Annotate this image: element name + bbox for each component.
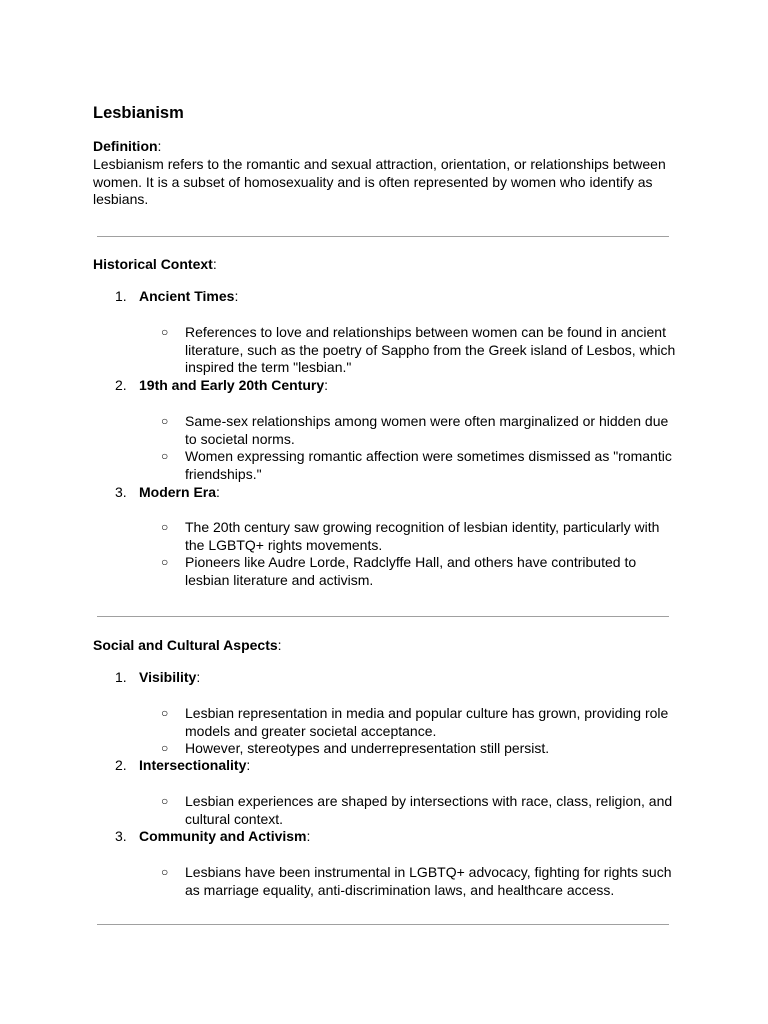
bullet-circle-icon: ○ <box>161 706 169 720</box>
bullet-item <box>161 554 676 589</box>
list-item-colon: : <box>234 288 239 304</box>
section-heading-social-cultural <box>93 637 282 655</box>
bullet-circle-icon: ○ <box>161 794 169 808</box>
list-number: 1. <box>115 669 127 685</box>
bullet-text: References to love and relationships between women can be found in ancient literature, such as the poetry of Sappho from the Greek island of Lesbos, which inspired the term "lesbian." <box>185 324 676 376</box>
bullet-item <box>161 413 676 448</box>
list-item-ancient-times <box>115 288 695 306</box>
divider <box>97 236 669 237</box>
bullet-text: Pioneers like Audre Lorde, Radclyffe Hall, and others have contributed to lesbian literature and activism. <box>185 554 637 588</box>
section-heading-colon: : <box>277 637 282 653</box>
bullet-item <box>161 324 676 377</box>
list-item-intersectionality <box>115 757 695 775</box>
bullet-circle-icon: ○ <box>161 741 169 755</box>
list-item-label: Intersectionality <box>139 757 247 773</box>
list-item-label: Ancient Times <box>139 288 235 304</box>
bullet-item <box>161 705 676 740</box>
bullet-circle-icon: ○ <box>161 865 169 879</box>
bullet-text: The 20th century saw growing recognition of lesbian identity, particularly with the LGBTQ+ rights movements. <box>185 519 660 553</box>
definition-heading <box>93 138 161 156</box>
list-number: 2. <box>115 757 127 773</box>
list-item-label: Modern Era <box>139 484 217 500</box>
bullet-item <box>161 793 676 828</box>
list-item-colon: : <box>196 669 201 685</box>
definition-colon: : <box>157 138 162 154</box>
bullet-text: Lesbian experiences are shaped by intersections with race, class, religion, and cultural context. <box>185 793 673 827</box>
bullet-circle-icon: ○ <box>161 325 169 339</box>
list-number: 2. <box>115 377 127 393</box>
bullet-text: Lesbian representation in media and popular culture has grown, providing role models and greater societal acceptance. <box>185 705 669 739</box>
divider <box>97 616 669 617</box>
bullet-circle-icon: ○ <box>161 520 169 534</box>
section-heading-colon: : <box>212 256 217 272</box>
bullet-item <box>161 864 676 899</box>
list-item-visibility <box>115 669 695 687</box>
list-item-colon: : <box>306 828 311 844</box>
list-item-modern-era <box>115 484 695 502</box>
list-item-community-activism <box>115 828 695 846</box>
definition-label: Definition <box>93 138 158 154</box>
definition-text: Lesbianism refers to the romantic and sexual attraction, orientation, or relationships between women. It is a subset of homosexuality and is often represented by women who identify as lesbians. <box>93 156 666 208</box>
bullet-text: Women expressing romantic affection were sometimes dismissed as "romantic friendships." <box>185 448 672 482</box>
list-item-label: 19th and Early 20th Century <box>139 377 325 393</box>
bullet-item <box>161 519 676 554</box>
list-item-colon: : <box>324 377 329 393</box>
section-heading-label: Historical Context <box>93 256 213 272</box>
bullet-circle-icon: ○ <box>161 555 169 569</box>
bullet-circle-icon: ○ <box>161 414 169 428</box>
list-item-colon: : <box>216 484 220 500</box>
section-heading-label: Social and Cultural Aspects <box>93 637 278 653</box>
list-item-label: Community and Activism <box>139 828 307 844</box>
bullet-item <box>161 740 676 758</box>
section-heading-historical-context <box>93 256 217 274</box>
divider <box>97 924 669 925</box>
page-title: Lesbianism <box>93 104 184 122</box>
bullet-text: Same-sex relationships among women were often marginalized or hidden due to societal norms. <box>185 413 669 447</box>
bullet-text: Lesbians have been instrumental in LGBTQ+ advocacy, fighting for rights such as marriage equality, anti-discrimination laws, and healthcare access. <box>185 864 672 898</box>
list-number: 1. <box>115 288 127 304</box>
list-item-19th-century <box>115 377 695 395</box>
list-number: 3. <box>115 484 127 500</box>
list-number: 3. <box>115 828 127 844</box>
bullet-circle-icon: ○ <box>161 449 169 463</box>
bullet-text: However, stereotypes and underrepresentation still persist. <box>185 740 550 756</box>
list-item-colon: : <box>246 757 251 773</box>
list-item-label: Visibility <box>139 669 197 685</box>
bullet-item <box>161 448 676 483</box>
